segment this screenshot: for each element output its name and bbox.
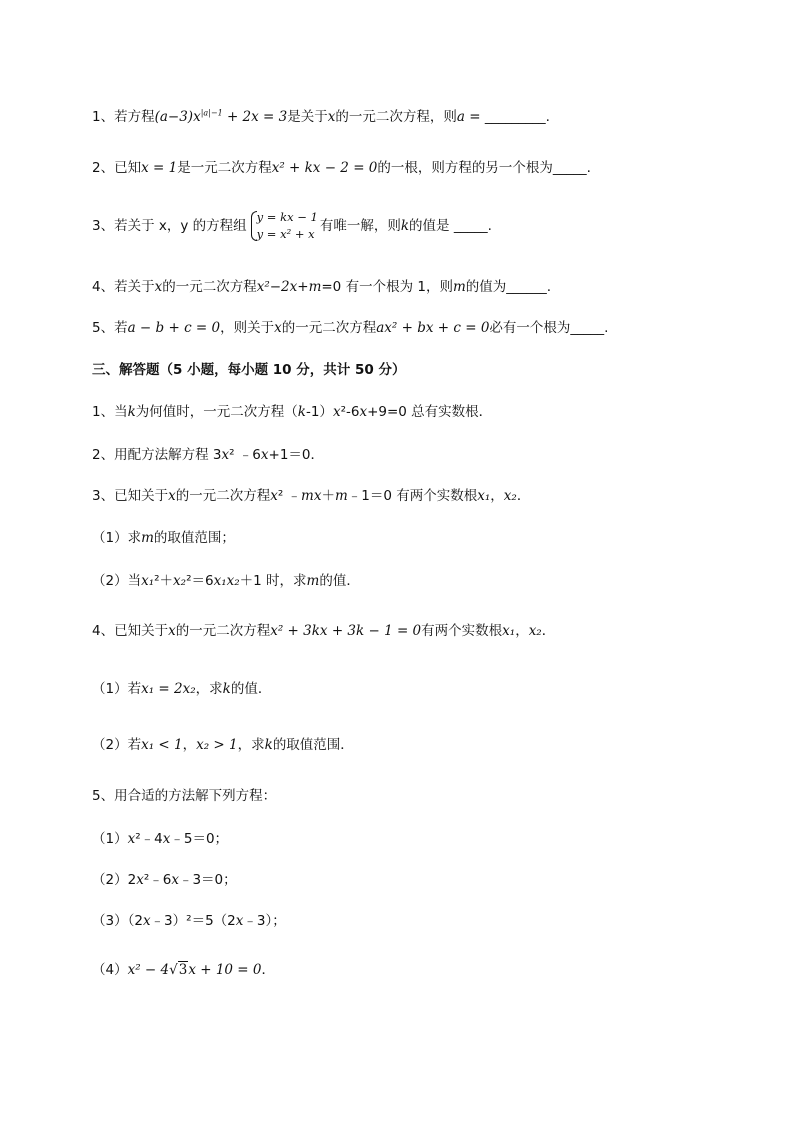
question-number: 3、 xyxy=(92,218,115,234)
question-fill-1: 1、若方程$(a-3)x^{|a|-1} + 2x = 3$是关于x的一元二次方程，则a = _________. xyxy=(92,108,550,125)
question-fill-4: 4、若关于x的一元二次方程x²−2x+m=0 有一个根为 1，则m的值为______. xyxy=(92,279,552,295)
question-solve-5-part-1: （1）x²﹣4x﹣5＝0； xyxy=(92,831,229,847)
section-heading: 三、解答题（5 小题，每小题 10 分，共计 50 分） xyxy=(92,362,406,378)
sqrt-radicand: 3 xyxy=(178,962,188,978)
question-fill-2: 2、已知x = 1是一元二次方程x² + kx − 2 = 0的一根，则方程的另一个根为_____. xyxy=(92,160,591,176)
question-solve-3-part-1: （1）求m的取值范围； xyxy=(92,530,235,546)
question-solve-3-part-2: （2）当x₁²＋x₂²＝6x₁x₂＋1 时，求m的值． xyxy=(92,573,360,589)
answer-blank: _____ xyxy=(453,218,488,234)
answer-blank: _________ xyxy=(484,109,546,125)
sqrt-symbol: √ xyxy=(169,962,178,978)
question-number: 4、 xyxy=(92,279,115,295)
answer-blank: _____ xyxy=(552,160,587,176)
answer-blank: ______ xyxy=(506,279,547,295)
question-solve-2: 2、用配方法解方程 3x² ﹣6x+1＝0． xyxy=(92,447,325,463)
question-solve-4-part-1: （1）若x₁ = 2x₂，求k的值． xyxy=(92,681,272,697)
question-number: 2、 xyxy=(92,160,115,176)
question-number: 4、 xyxy=(92,623,115,639)
question-number: 1、 xyxy=(92,404,115,420)
question-solve-5-part-4: （4）x² − 4√3x + 10 = 0． xyxy=(92,962,275,978)
question-solve-4-part-2: （2）若x₁ < 1，x₂ > 1，求k的取值范围． xyxy=(92,737,354,753)
equation-system: y = kx − 1 y = x² + x xyxy=(249,209,318,243)
question-fill-5: 5、若a − b + c = 0，则关于x的一元二次方程ax² + bx + c = 0必有一个根为_____. xyxy=(92,320,609,336)
question-number: 1、 xyxy=(92,109,115,125)
question-solve-1: 1、当k为何值时，一元二次方程（k-1）x²-6x+9=0 总有实数根． xyxy=(92,404,493,420)
question-solve-3: 3、已知关于x的一元二次方程x² ﹣mx＋m﹣1＝0 有两个实数根x₁，x₂． xyxy=(92,488,531,504)
question-fill-3: 3、若关于 x，y 的方程组 y = kx − 1 y = x² + x 有唯一解，则k的值是 _____. xyxy=(92,210,492,241)
question-solve-4: 4、已知关于x的一元二次方程x² + 3kx + 3k − 1 = 0有两个实数根x₁，x₂． xyxy=(92,623,556,639)
question-solve-5-part-2: （2）2x²﹣6x﹣3＝0； xyxy=(92,872,237,888)
question-number: 3、 xyxy=(92,488,115,504)
question-number: 2、 xyxy=(92,447,115,463)
question-solve-5: 5、用合适的方法解下列方程： xyxy=(92,788,277,804)
question-number: 5、 xyxy=(92,320,115,336)
question-solve-5-part-3: （3）（2x﹣3）²＝5（2x﹣3）； xyxy=(92,913,286,929)
answer-blank: _____ xyxy=(570,320,605,336)
question-number: 5、 xyxy=(92,788,115,804)
